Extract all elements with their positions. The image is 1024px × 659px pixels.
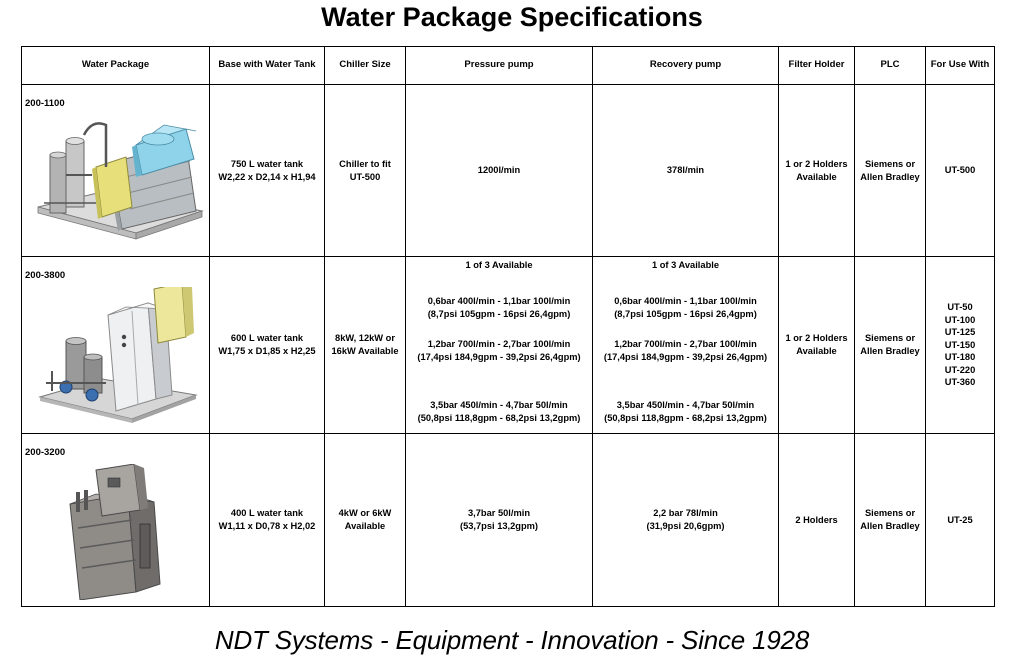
pressure-pump-cell (406, 85, 593, 257)
specifications-table (21, 46, 995, 607)
pressure-pump-value: 3,7bar 50l/min (467, 508, 530, 519)
option-line: (17,4psi 184,9gpm - 39,2psi 26,4gpm) (603, 351, 768, 362)
chiller-cell (325, 85, 406, 257)
recovery-pump-cell (593, 257, 779, 434)
option-line: 0,6bar 400l/min - 1,1bar 100l/min (427, 296, 571, 306)
package-cell (22, 85, 210, 257)
plc-cell (855, 257, 926, 434)
filter-line: Available (796, 346, 837, 356)
pressure-pump-option (406, 295, 592, 320)
footer-tagline: NDT Systems - Equipment - Innovation - Since 1928 (214, 625, 810, 655)
option-line: 1,2bar 700l/min - 2,7bar 100l/min (427, 339, 571, 349)
pressure-pump-cell (406, 257, 593, 434)
filter-holder-cell (779, 434, 855, 607)
recovery-pump-cell (593, 85, 779, 257)
plc-line: Allen Bradley (860, 521, 920, 531)
water-package-machine-image-2 (36, 287, 204, 423)
package-id: 200-1100 (25, 98, 65, 109)
filter-holder-cell (779, 257, 855, 434)
option-line: (50,8psi 118,8gpm - 68,2psi 13,2gpm) (604, 412, 767, 423)
model-item: UT-125 (944, 327, 976, 338)
model-item: UT-150 (944, 339, 976, 350)
chiller-line: 16kW Available (331, 346, 399, 356)
pressure-pump-cell (406, 434, 593, 607)
model-item: UT-220 (944, 364, 976, 375)
model-item: UT-500 (944, 165, 976, 176)
recovery-pump-option (593, 295, 778, 320)
base-capacity: 600 L water tank (230, 333, 304, 344)
column-header-plc: PLC (855, 47, 926, 85)
page-title: Water Package Specifications (321, 2, 703, 32)
chiller-cell (325, 257, 406, 434)
filter-line: 1 or 2 Holders (785, 158, 848, 169)
option-line: (8,7psi 105gpm - 16psi 26,4gpm) (614, 308, 757, 319)
package-cell (22, 257, 210, 434)
for-use-with-cell (926, 434, 995, 607)
base-cell (210, 85, 325, 257)
plc-line: Siemens or (864, 333, 916, 344)
pressure-pump-option (406, 399, 592, 424)
model-item: UT-100 (944, 314, 976, 325)
recovery-pump-value: 2,2 bar 78l/min (653, 508, 718, 519)
pressure-pump-value: (53,7psi 13,2gpm) (459, 521, 539, 531)
filter-line: 2 Holders (795, 514, 838, 525)
package-id: 200-3800 (25, 270, 66, 281)
chiller-line: UT-500 (349, 171, 381, 182)
recovery-pump-option (593, 399, 778, 424)
table-row (22, 85, 995, 257)
base-cell (210, 257, 325, 434)
table-row (22, 434, 995, 607)
recovery-pump-value: (31,9psi 20,6gpm) (646, 521, 725, 531)
for-use-with-cell (926, 85, 995, 257)
pressure-pump-header: 1 of 3 Available (465, 260, 533, 270)
recovery-pump-value: 378l/min (666, 165, 705, 176)
base-dimensions: W1,75 x D1,85 x H2,25 (218, 346, 316, 356)
base-capacity: 400 L water tank (230, 508, 304, 519)
chiller-line: Available (344, 521, 386, 531)
plc-cell (855, 434, 926, 607)
plc-cell (855, 85, 926, 257)
filter-line: Available (796, 171, 837, 182)
recovery-pump-header: 1 of 3 Available (652, 260, 719, 270)
pressure-pump-value: 1200l/min (477, 165, 521, 176)
column-header-recovery-pump: Recovery pump (593, 47, 779, 85)
column-header-water-package: Water Package (22, 47, 210, 85)
option-line: (8,7psi 105gpm - 16psi 26,4gpm) (427, 308, 571, 319)
option-line: 0,6bar 400l/min - 1,1bar 100l/min (614, 296, 757, 306)
package-cell (22, 434, 210, 607)
column-header-filter-holder: Filter Holder (779, 47, 855, 85)
plc-line: Siemens or (864, 508, 916, 519)
model-item: UT-25 (947, 514, 973, 525)
water-package-machine-image-1 (36, 115, 204, 247)
base-dimensions: W1,11 x D0,78 x H2,02 (218, 521, 316, 531)
model-item: UT-180 (944, 352, 976, 363)
table-row (22, 257, 995, 434)
for-use-with-cell (926, 257, 995, 434)
chiller-cell (325, 434, 406, 607)
plc-line: Siemens or (864, 158, 916, 169)
column-header-pressure-pump: Pressure pump (406, 47, 593, 85)
base-capacity: 750 L water tank (230, 158, 304, 169)
model-item: UT-360 (944, 377, 976, 388)
chiller-line: 8kW, 12kW or (335, 333, 395, 344)
plc-line: Allen Bradley (860, 171, 920, 182)
pressure-pump-option (406, 338, 592, 363)
package-id: 200-3200 (25, 447, 66, 458)
water-package-machine-image-3 (36, 464, 204, 600)
column-header-for-use-with: For Use With (926, 47, 995, 85)
filter-line: 1 or 2 Holders (785, 333, 848, 344)
column-header-base: Base with Water Tank (210, 47, 325, 85)
option-line: (50,8psi 118,8gpm - 68,2psi 13,2gpm) (417, 412, 581, 423)
option-line: 3,5bar 450l/min - 4,7bar 50l/min (616, 400, 755, 410)
filter-holder-cell (779, 85, 855, 257)
recovery-pump-option (593, 338, 778, 363)
model-item: UT-50 (947, 301, 973, 312)
recovery-pump-cell (593, 434, 779, 607)
chiller-line: 4kW or 6kW (338, 508, 392, 519)
column-header-chiller-size: Chiller Size (325, 47, 406, 85)
table-header-row (22, 47, 995, 85)
option-line: 1,2bar 700l/min - 2,7bar 100l/min (614, 339, 757, 349)
base-dimensions: W2,22 x D2,14 x H1,94 (218, 171, 316, 182)
chiller-line: Chiller to fit (339, 158, 391, 169)
plc-line: Allen Bradley (860, 346, 920, 356)
base-cell (210, 434, 325, 607)
option-line: (17,4psi 184,9gpm - 39,2psi 26,4gpm) (417, 351, 581, 362)
option-line: 3,5bar 450l/min - 4,7bar 50l/min (430, 400, 568, 410)
